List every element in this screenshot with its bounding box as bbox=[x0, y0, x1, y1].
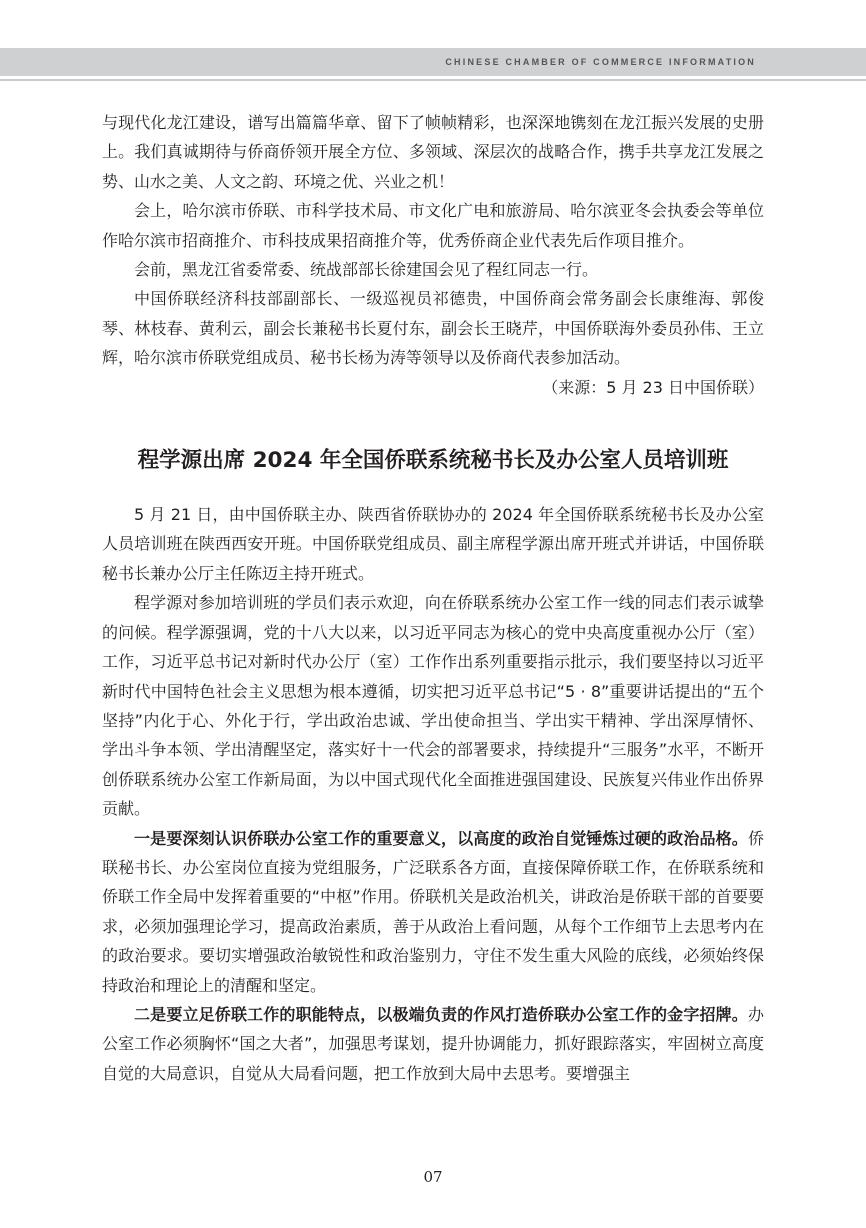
article2-paragraph bbox=[102, 824, 764, 1000]
paragraph-body: 办公室工作必须胸怀“国之大者”，加强思考谋划，提升协调能力，抓好跟踪落实，牢固树立高度自觉的大局意识，自觉从大局看问题，把工作放到大局中去思考。要增强主 bbox=[102, 1004, 764, 1083]
paragraph-lead: 二是要立足侨联工作的职能特点，以极端负责的作风打造侨联办公室工作的金字招牌。 bbox=[134, 1004, 748, 1024]
article1-paragraph: 会前，黑龙江省委常委、统战部部长徐建国会见了程红同志一行。 bbox=[134, 260, 599, 280]
header-title: CHINESE CHAMBER OF COMMERCE INFORMATION bbox=[445, 57, 756, 67]
page-number: 07 bbox=[423, 1168, 443, 1186]
article1-paragraph: 会上，哈尔滨市侨联、市科学技术局、市文化广电和旅游局、哈尔滨亚冬会执委会等单位作哈尔滨市招商推介、市科技成果招商推介等，优秀侨商企业代表先后作项目推介。 bbox=[102, 201, 764, 250]
article1-paragraph: 与现代化龙江建设，谱写出篇篇华章、留下了帧帧精彩，也深深地镌刻在龙江振兴发展的史册上。我们真诚期待与侨商侨领开展全方位、多领域、深层次的战略合作，携手共享龙江发展之势、山水之美、人文之韵、环境之优、兴业之机！ bbox=[102, 113, 764, 191]
article2-title: 程学源出席 2024 年全国侨联系统秘书长及办公室人员培训班 bbox=[137, 448, 729, 474]
article2-paragraph: 5 月 21 日，由中国侨联主办、陕西省侨联协办的 2024 年全国侨联系统秘书长及办公室人员培训班在陕西西安开班。中国侨联党组成员、副主席程学源出席开班式并讲话，中国侨联秘书长兼办公厅主任陈迈主持开班式。 bbox=[102, 505, 764, 583]
paragraph-body: 侨联秘书长、办公室岗位直接为党组服务，广泛联系各方面，直接保障侨联工作，在侨联系统和侨联工作全局中发挥着重要的“中枢”作用。侨联机关是政治机关，讲政治是侨联干部的首要要求，必须加强理论学习，提高政治素质，善于从政治上看问题，从每个工作细节上去思考内在的政治要求。要切实增强政治敏锐性和政治鉴别力，守住不发生重大风险的底线，必须始终保持政治和理论上的清醒和坚定。 bbox=[102, 828, 764, 995]
paragraph-lead: 一是要深刻认识侨联办公室工作的重要意义，以高度的政治自觉锤炼过硬的政治品格。 bbox=[134, 828, 748, 848]
article2-paragraph: 程学源对参加培训班的学员们表示欢迎，向在侨联系统办公室工作一线的同志们表示诚挚的问候。程学源强调，党的十八大以来，以习近平同志为核心的党中央高度重视办公厅（室）工作，习近平总书记对新时代办公厅（室）工作作出系列重要指示批示，我们要坚持以习近平新时代中国特色社会主义思想为根本遵循，切实把习近平总书记“5 · 8”重要讲话提出的“五个坚持”内化于心、外化于行，学出政治忠诚、学出使命担当、学出实干精神、学出深厚情怀、学出斗争本领、学出清醒坚定，落实好十一代会的部署要求，持续提升“三服务”水平，不断开创侨联系统办公室工作新局面，为以中国式现代化全面推进强国建设、民族复兴伟业作出侨界贡献。 bbox=[102, 593, 764, 819]
article1-source: （来源：5 月 23 日中国侨联） bbox=[542, 377, 764, 397]
article1-paragraph: 中国侨联经济科技部副部长、一级巡视员祁德贵，中国侨商会常务副会长康维海、郭俊琴、林枝春、黄利云，副会长兼秘书长夏付东，副会长王晓芹，中国侨联海外委员孙伟、王立辉，哈尔滨市侨联党组成员、秘书长杨为涛等领导以及侨商代表参加活动。 bbox=[102, 289, 764, 368]
page-content bbox=[102, 108, 764, 1088]
header-divider bbox=[0, 79, 866, 81]
article2-paragraph bbox=[102, 1000, 764, 1088]
